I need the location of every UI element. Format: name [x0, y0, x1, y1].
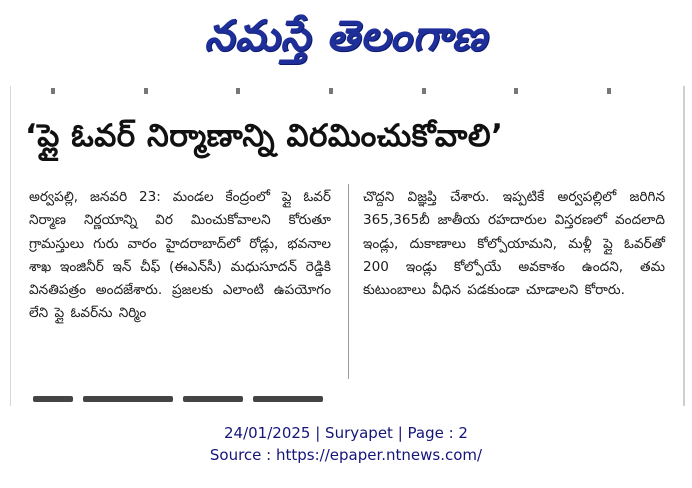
- date-page-info: 24/01/2025 | Suryapet | Page : 2: [224, 424, 468, 442]
- clipping-top-edge: [51, 88, 611, 98]
- article-headline: ‘ప్లై ఓవర్ నిర్మాణాన్ని విరమించుకోవాలి’: [25, 118, 504, 154]
- news-clipping: [10, 86, 685, 406]
- cut-mark: [253, 396, 323, 402]
- cut-mark: [51, 88, 55, 94]
- cut-mark: [33, 396, 73, 402]
- clipping-bottom-edge: [33, 396, 363, 406]
- cut-mark: [183, 396, 243, 402]
- cut-mark: [144, 88, 148, 94]
- column-divider: [348, 184, 349, 379]
- masthead: [0, 0, 692, 82]
- cut-mark: [422, 88, 426, 94]
- article-column-left: అర్వపల్లి, జనవరి 23: మండల కేంద్రంలో ప్లై ఓవర్ నిర్మాణ నిర్ణయాన్ని విర మించుకోవాలని కోరుతూ గ్రామస్తులు గురు వారం హైదరాబాద్‌లో రోడ్లు, భవనాల శాఖ ఇంజినీర్ ఇన్ చీఫ్ (ఈఎన్‌సీ) మధుసూదన్ రెడ్డికి వినతిపత్రం అందజేశారు. ప్రజలకు ఎలాంటి ఉపయోగం లేని ప్లై ఓవర్‌ను నిర్మిం: [29, 189, 331, 322]
- cut-mark: [236, 88, 240, 94]
- newspaper-logo-title: నమస్తే తెలంగాణ: [204, 11, 488, 60]
- source-url[interactable]: Source : https://epaper.ntnews.com/: [209, 446, 483, 464]
- cut-mark: [329, 88, 333, 94]
- source-footer: [0, 422, 692, 466]
- cut-mark: [514, 88, 518, 94]
- cut-mark: [607, 88, 611, 94]
- article-column-right: చొద్దని విజ్ఞప్తి చేశారు. ఇప్పటికే అర్వపల్లిలో జరిగిన 365,365బీ జాతీయ రహదారుల విస్తరణలో వందలాది ఇండ్లు, దుకాణాలు కోల్పోయామని, మళ్లీ ప్లై ఓవర్‌తో 200 ఇండ్లు కోల్పోయే అవకాశం ఉందని, తమ కుటుంబాలు వీధిన పడకుండా చూడాలని కోరారు.: [363, 189, 665, 299]
- cut-mark: [83, 396, 173, 402]
